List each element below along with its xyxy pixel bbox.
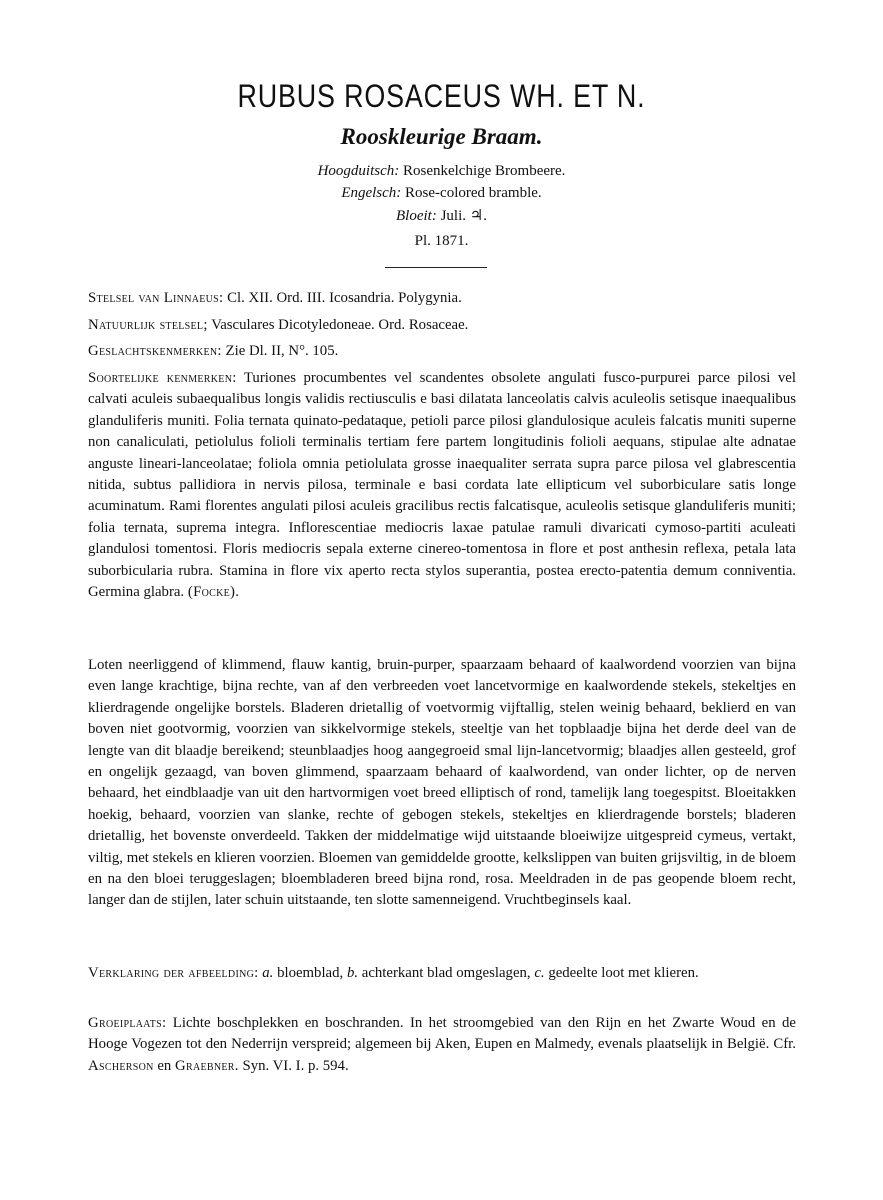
page-title: RUBUS ROSACEUS WH. ET N.: [237, 78, 646, 114]
description-dutch: Loten neerliggend of klimmend, flauw kantig, bruin-purper, spaarzaam behaard of kaalwordend voorzien van bijna even lange krachtige, bijna rechte, van af den verbreeden voet lancetvormige en kaalwordende stekels, stekeltjes en klierdragende ongelijke borstels. Bladeren drietallig of voetvormig vijftallig, stelen weinig behaard, beklierd en van boven niet gootvormig, voorzien van sikkelvormige stekels, steeltje van het topblaadje bijna het derde deel van de lengte van dit blaadje bereikend; steunblaadjes hoog aangegroeid smal lijn-lancetvormig; blaadjes allen gesteeld, grof en ongelijk gezaagd, van boven glimmend, spaarzaam behaard of kaalwordend, van onder lichter, op de nerven behaard, het eindblaadje van uit den hartvormigen voet breed elliptisch of rond, tamelijk lang toegespitst. Bloeitakken hoekig, behaard, voorzien van slanke, rechte of gebogen stekels, stekeltjes en klierdragende borstels; bladeren drietallig, het bovenste onverdeeld. Takken der middelmatige wijd uitstaande bloeiwijze uitgespreid cymeus, vertakt, viltig, met stekels en klieren voorzien. Bloemen van gemiddelde grootte, kelkslippen van buiten grijsviltig, in de bloem en na den bloei teruggeslagen; bloembladeren breed bijna rond, rosa. Meeldraden in de pas geopende bloem recht, langer dan de stijlen, later schuin uitstaande, ten slotte samenneigend. Vruchtbeginsels kaal.: [88, 657, 796, 909]
english-label: Engelsch:: [341, 185, 402, 201]
natural-label: Natuurlijk stelsel;: [88, 317, 208, 333]
figure-text-c: gedeelte loot met klieren.: [548, 965, 699, 981]
figure-explanation: [88, 963, 796, 984]
german-value: Rosenkelchige Brombeere.: [402, 163, 566, 179]
bloom-value: Juli. ♃.: [440, 208, 487, 224]
dutch-name: Rooskleurige Braam.: [340, 124, 543, 149]
habitat-ref-2: Graebner.: [175, 1057, 239, 1074]
genus-value: Zie Dl. II, N°. 105.: [225, 343, 339, 359]
english-value: Rose-colored bramble.: [405, 185, 542, 201]
species-text: Turiones procumbentes vel scandentes obsolete angulati fusco-purpurei parce pilosi vel calvati aculeis subaequalibus longis validis rectiusculis e basi dilatata lanceolatis calvis aculeolis setisque inaequalibus glanduliferis muniti. Folia ternata quinato-pedataque, petioli parce pilosi glandulosique aculeis falcatis muniti superne non canaliculati, petiolulus folioli terminalis tertiam fere partem longitudinis folioli aequans, stipulae alte adnatae anguste lineari-lanceolatae; foliola omnia petiolulata grosse inaequaliter serrata supra parce pilosa vel glabrescentia nitida, subtus pallidiora in nervis pilosa, terminale e basi cordata late ellipticum vel suborbiculare satis longe acuminatum. Rami florentes angulati pilosi aculeis gracilibus rectis falcatisque, aculeolis setisque glanduliferis muniti; folia ternata, suprema integra. Inflorescentiae mediocris laxae patulae ramuli divaricati cymoso-partiti aculeati glandulosi tomentosi. Floris mediocris sepala externe cinereo-tomentosa in flore et post anthesin reflexa, petala lata suborbicularia rubra. Stamina in flore vix aperto recta stylos superantia, postea erecto-patentia demum conniventia. Germina glabra.: [88, 370, 796, 601]
habitat-ref-1: Ascherson: [88, 1057, 154, 1074]
habitat-citation: Syn. VI. I. p. 594.: [242, 1057, 349, 1074]
figure-key-a: a.: [262, 965, 274, 981]
bloom-line: [0, 206, 883, 225]
genus-label: Geslachtskenmerken:: [88, 343, 222, 359]
habitat-joiner: en: [157, 1057, 172, 1074]
habitat-label: Groeiplaats:: [88, 1015, 167, 1031]
english-name-line: [0, 185, 883, 202]
divider: [385, 267, 487, 268]
linnaeus-line: [88, 288, 796, 309]
figure-key-c: c.: [534, 965, 545, 981]
german-name-line: [0, 163, 883, 180]
linnaeus-label: Stelsel van Linnaeus:: [88, 290, 224, 306]
bloom-label: Bloeit:: [396, 208, 437, 224]
species-author: (Focke).: [187, 584, 240, 601]
genus-line: [88, 341, 796, 362]
natural-value: Vasculares Dicotyledoneae. Ord. Rosaceae.: [211, 317, 469, 333]
figure-key-b: b.: [346, 965, 359, 981]
german-label: Hoogduitsch:: [317, 163, 400, 179]
habitat-text: Lichte boschplekken en boschranden. In het stroomgebied van den Rijn en het Zwarte Woud en de Hooge Vogezen tot den Nederrijn verspreid; algemeen bij Aken, Eupen en Malmedy, evenals plaatselijk in België. Cfr.: [88, 1015, 796, 1053]
linnaeus-value: Cl. XII. Ord. III. Icosandria. Polygynia.: [227, 290, 462, 306]
natural-system-line: [88, 315, 796, 336]
habitat: [88, 1013, 796, 1077]
figure-label: Verklaring der afbeelding:: [88, 965, 259, 981]
plate-number: Pl. 1871.: [414, 233, 469, 249]
species-description-latin: [88, 368, 796, 603]
figure-text-b: achterkant blad omgeslagen,: [361, 965, 531, 981]
species-label: Soortelijke kenmerken:: [88, 370, 237, 386]
figure-text-a: bloemblad,: [277, 965, 344, 981]
